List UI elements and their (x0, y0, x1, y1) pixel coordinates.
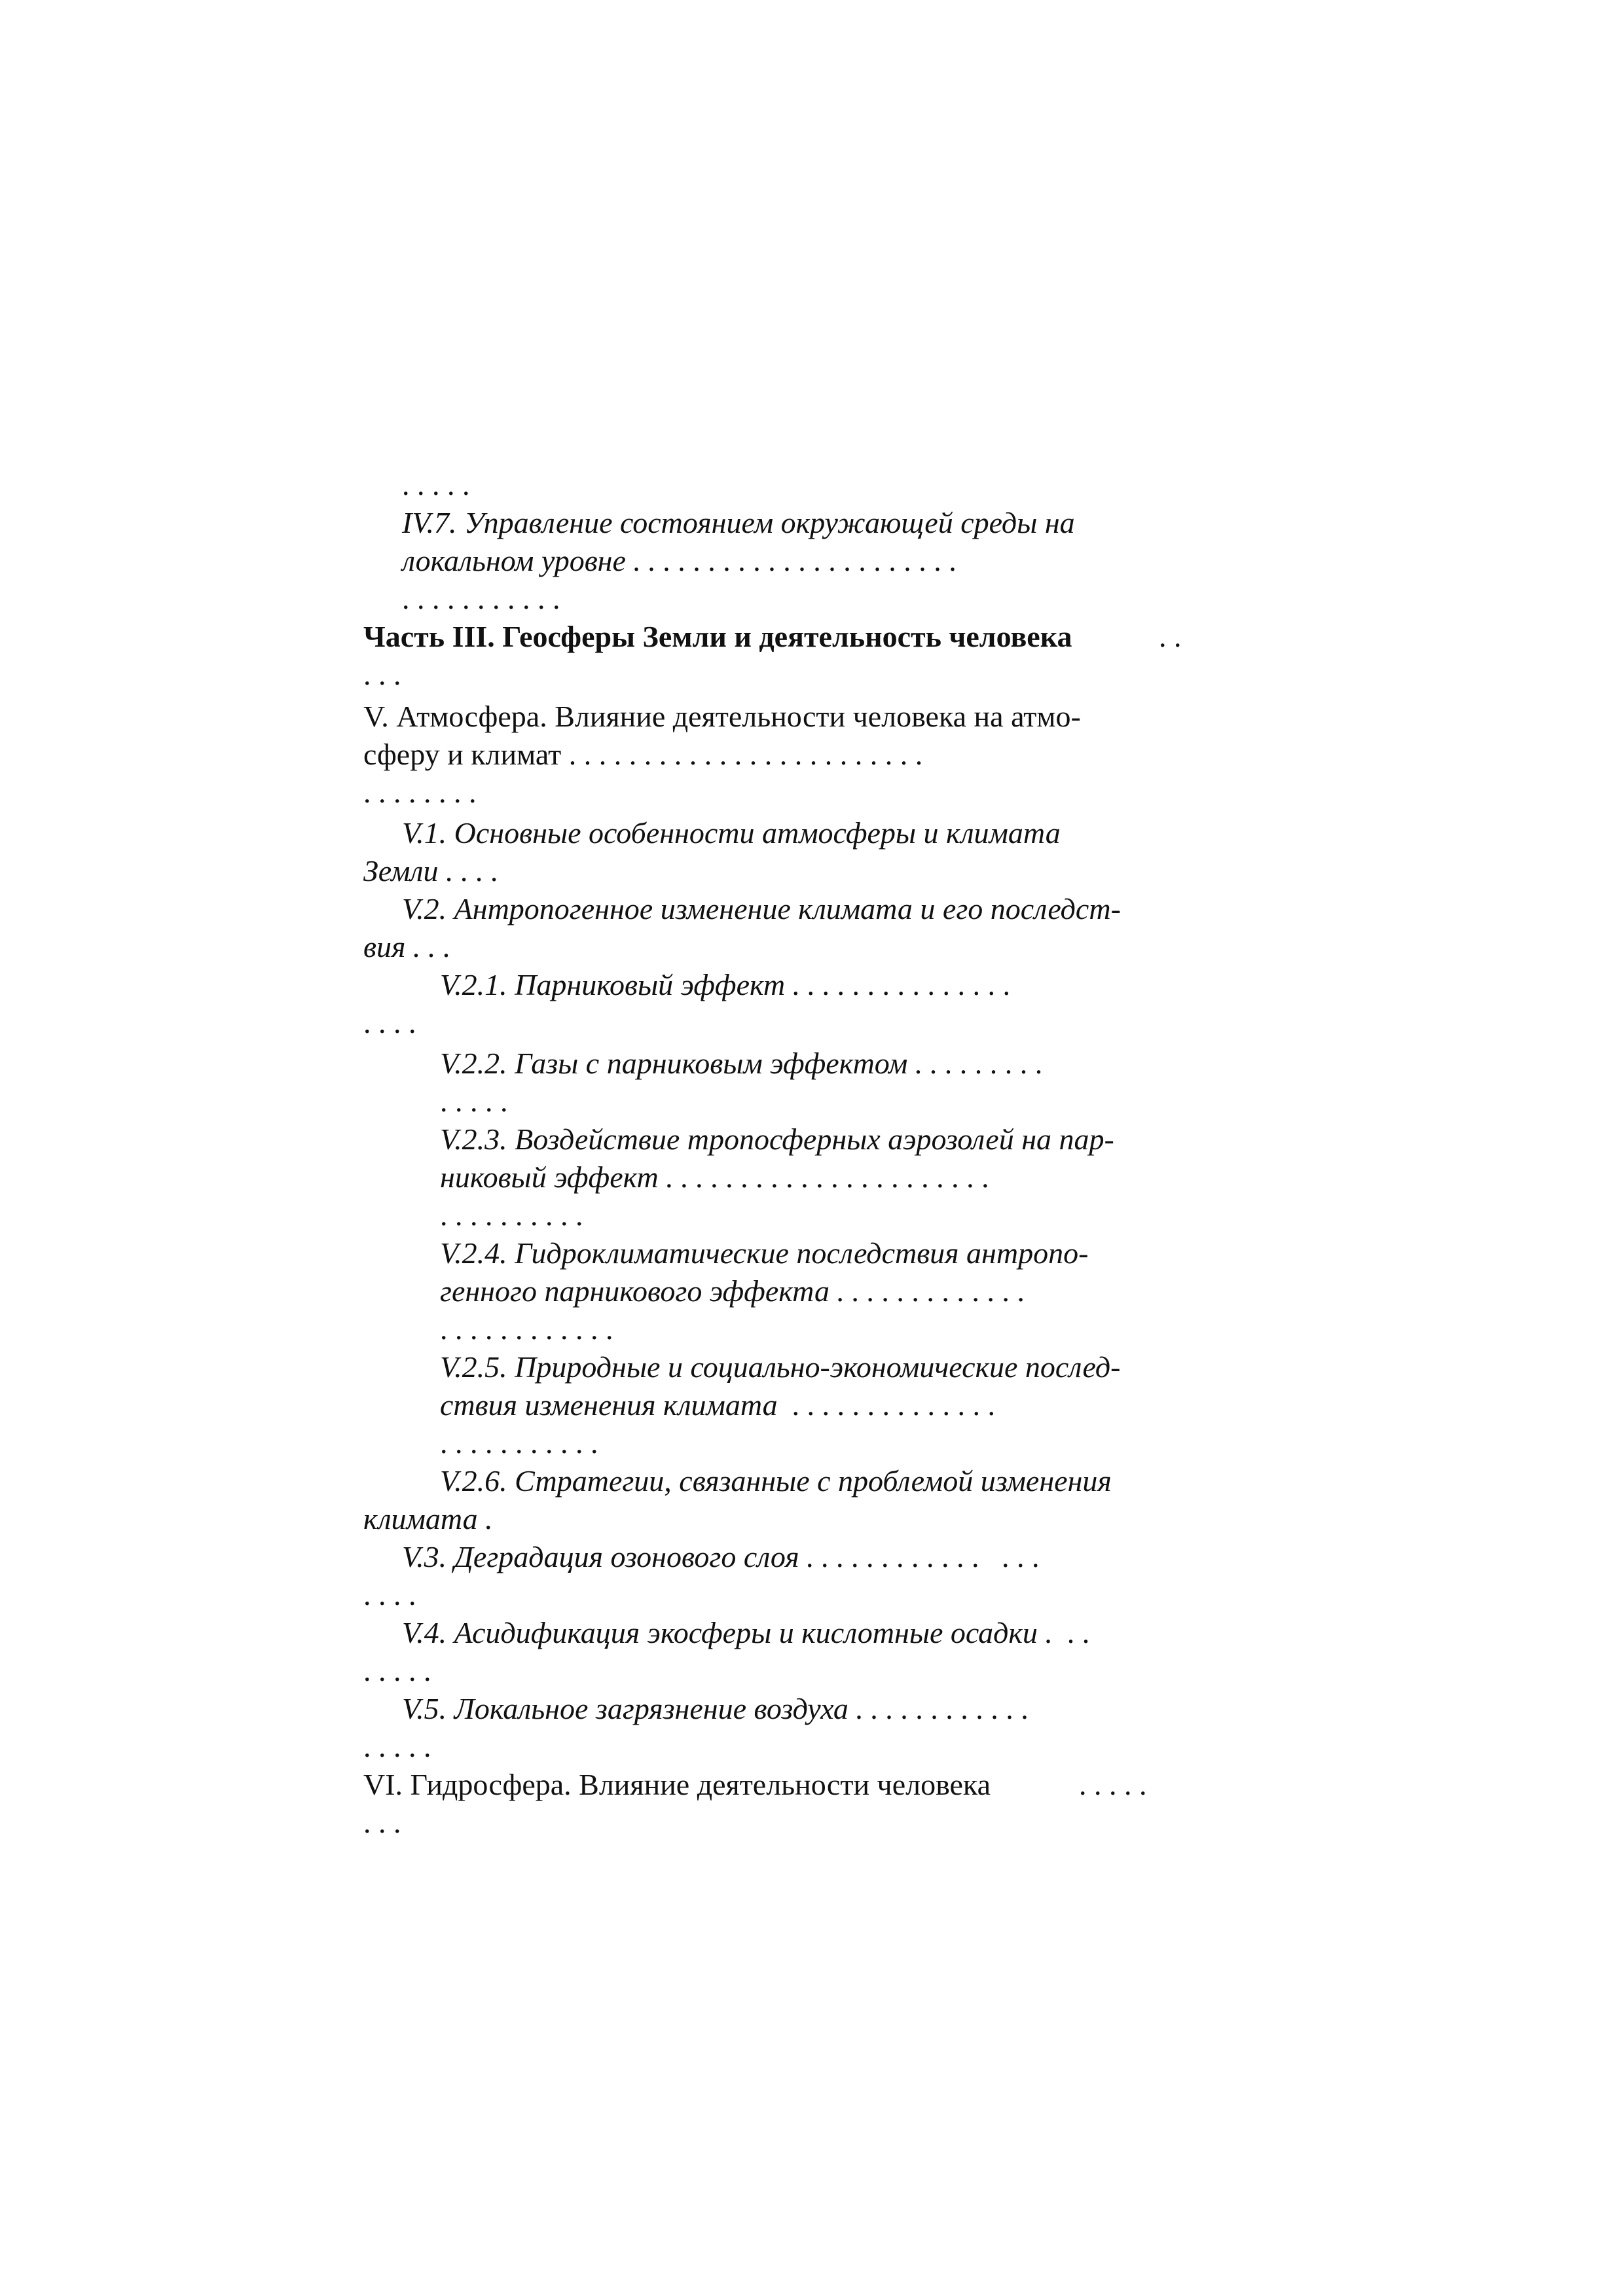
toc-entry-title: V.2.5. Природные и социально-экономические послед- (440, 1350, 1121, 1384)
toc-dots-leader: . . . . . (402, 468, 470, 501)
toc-dots-leader: . . . (363, 658, 401, 691)
toc-dots-leader: . . . . . (363, 1654, 431, 1687)
toc-entry-title: V.2. Антропогенное изменение климата и его последст- (402, 892, 1121, 925)
toc-dots-leader: . . . . . . . . (363, 776, 477, 809)
toc-chapter-title: VI. Гидросфера. Влияние деятельности человека (363, 1768, 991, 1801)
toc-dots-leader: . . . . (363, 1006, 416, 1039)
toc-dots-leader: . . . . . (363, 1730, 431, 1763)
toc-entry-title: V.1. Основные особенности атмосферы и климата (402, 816, 1061, 850)
toc-entry-title-cont: генного парникового эффекта . . . . . . . . . . . . . (440, 1274, 1025, 1308)
toc-entry-title: V.2.6. Стратегии, связанные с проблемой изменения (440, 1464, 1112, 1498)
toc-dots-leader: . . . . (363, 1578, 416, 1611)
toc-entry-title: V.4. Асидификация экосферы и кислотные осадки . . . (402, 1616, 1091, 1649)
toc-dots-leader: . . . . . . . . . . (440, 1198, 583, 1232)
toc-entry-title-cont: локальном уровне . . . . . . . . . . . . . . . . . . . . . . (402, 544, 957, 577)
toc-entry-title-cont: Земли . . . . (363, 854, 499, 888)
toc-dots-leader: . . . (363, 1806, 401, 1839)
toc-entry-title-cont: климата . (363, 1502, 493, 1535)
toc-entry-title: V.2.4. Гидроклиматические последствия антропо- (440, 1236, 1089, 1270)
toc-entry-title-cont: ствия изменения климата . . . . . . . . . . . . . . (440, 1388, 996, 1422)
toc-chapter-title: V. Атмосфера. Влияние деятельности человека на атмо- (363, 700, 1081, 733)
toc-entry-title: V.2.3. Воздействие тропосферных аэрозолей на пар- (440, 1122, 1114, 1156)
toc-entry-title: IV.7. Управление состоянием окружающей среды на (402, 506, 1075, 539)
toc-entry-title: V.2.2. Газы с парниковым эффектом . . . . . . . . . (440, 1047, 1044, 1080)
toc-dots-leader: . . (1159, 620, 1182, 653)
toc-dots-leader: . . . . . . . . . . . (440, 1426, 598, 1460)
toc-entry-title: V.5. Локальное загрязнение воздуха . . . . . . . . . . . . (402, 1692, 1029, 1725)
toc-dots-leader: . . . . . . . . . . . (402, 582, 560, 615)
toc-dots-leader: . . . . . . . . . . . . (440, 1312, 613, 1346)
toc-dots-leader: . . . . . (440, 1085, 508, 1118)
toc-part-heading: Часть III. Геосферы Земли и деятельность человека (363, 620, 1072, 653)
toc-chapter-title-cont: сферу и климат . . . . . . . . . . . . . . . . . . . . . . . . (363, 738, 923, 771)
toc-entry-title: V.3. Деградация озонового слоя . . . . . . . . . . . . . . . (402, 1540, 1040, 1573)
toc-entry-title-cont: никовый эффект . . . . . . . . . . . . . . . . . . . . . . (440, 1160, 990, 1194)
toc-entry-title: V.2.1. Парниковый эффект . . . . . . . . . . . . . . . (440, 968, 1012, 1001)
toc-dots-leader: . . . . . (1079, 1768, 1147, 1801)
toc-entry-title-cont: вия . . . (363, 930, 451, 963)
